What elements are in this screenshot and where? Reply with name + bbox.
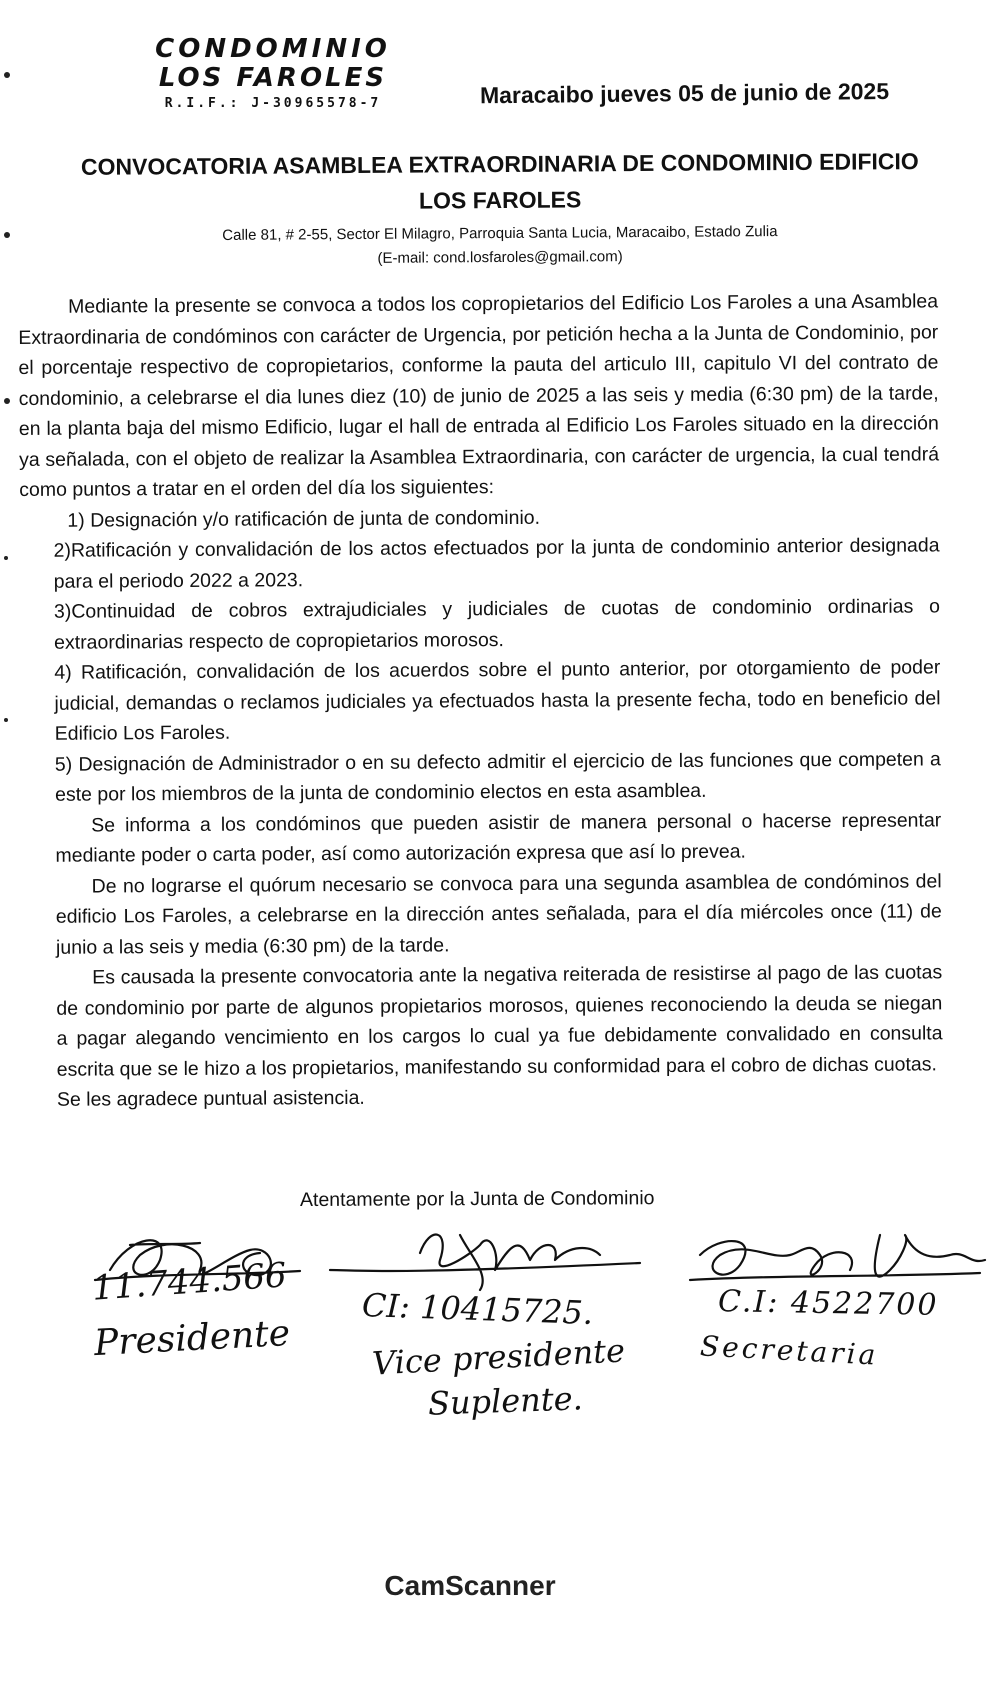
- scanner-watermark: CamScanner: [384, 1570, 556, 1601]
- margin-dot: [4, 556, 8, 560]
- agenda-item-3: 3)Continuidad de cobros extrajudiciales y judiciales de cuotas de condominio ordinarias o extraordinarias respecto de copropietarios morosos.: [53, 595, 941, 654]
- margin-dot: [4, 72, 10, 78]
- secretary-role: Secretaria: [699, 1329, 880, 1372]
- stamp-name-line1: CONDOMINIO: [155, 34, 391, 64]
- title-line2: LOS FAROLES: [418, 186, 582, 214]
- email-address: (E-mail: cond.losfaroles@gmail.com): [377, 248, 623, 267]
- president-id: 11.744.566: [90, 1255, 288, 1309]
- letter-body: [18, 286, 943, 1115]
- cause-paragraph: Es causada la presente convocatoria ante la negativa reiterada de resistirse al pago de las cuotas de condominio por parte de algunos propietarios morosos, quienes reconociendo la deuda se niegan a pagar alegando vencimiento en los cargos lo cual ya fue debidamente convalidado en consulta escrita que se le hizo a los propietarios, manifestando su conformidad para el cobro de dichas cuotas.: [56, 961, 943, 1081]
- signature-header: Atentamente por la Junta de Condominio: [299, 1187, 655, 1212]
- stamp-name-line2: LOS FAROLES: [158, 63, 388, 93]
- president-role: Presidente: [93, 1312, 291, 1365]
- street-address: Calle 81, # 2-55, Sector El Milagro, Parroquia Santa Lucia, Maracaibo, Estado Zulia: [222, 223, 778, 244]
- representation-paragraph: Se informa a los condóminos que pueden asistir de manera personal o hacerse representar mediante poder o carta poder, así como autorización expresa que así lo prevea.: [55, 808, 942, 867]
- intro-paragraph: Mediante la presente se convoca a todos los copropietarios del Edificio Los Faroles a una Asamblea Extraordinaria de condóminos con carácter de Urgencia, por petición hecha a la Junta de Condominio, por el porcentaje respectivo de copropietarios, conforme la pauta del articulo III, capitulo VI del contrato de condominio, a celebrarse el dia lunes diez (10) de junio de 2025 a las seis y media (6:30 pm) de la tarde, en la planta baja del mismo Edificio, lugar el hall de entrada al Edificio Los Faroles situado en la dirección ya señalada, con el objeto de realizar la Asamblea Extraordinaria, con carácter de urgencia, la cual tendrá como puntos a tratar en el orden del día los siguientes:: [18, 290, 940, 501]
- agenda-item-1: 1) Designación y/o ratificación de junta de condominio.: [67, 506, 541, 532]
- document-date: Maracaibo jueves 05 de junio de 2025: [479, 78, 890, 109]
- address-block: [120, 219, 880, 272]
- secretary-id: C.I: 4522700: [717, 1284, 939, 1323]
- agenda-item-5: 5) Designación de Administrador o en su defecto admitir el ejercicio de las funciones que competen a este por los miembros de la junta de condominio electos en esta asamblea.: [54, 747, 941, 806]
- agenda-item-4: 4) Ratificación, convalidación de los acuerdos sobre el punto anterior, por otorgamiento de poder judicial, demandas o reclamos judiciales ya efectuados hasta la presente fecha, todo en beneficio del Edificio Los Faroles.: [54, 656, 941, 745]
- vicepresident-signature: [330, 1235, 640, 1290]
- margin-dot: [4, 232, 10, 238]
- vicepresident-id: CI: 10415725.: [361, 1285, 594, 1333]
- stamp-rif: R.I.F.: J-30965578-7: [164, 96, 382, 111]
- agenda-item-2: 2)Ratificación y convalidación de los actos efectuados por la junta de condominio anterior designada para el periodo 2022 a 2023.: [53, 534, 940, 593]
- secretary-signature: [690, 1235, 985, 1280]
- quorum-paragraph: De no lograrse el quórum necesario se convoca para una segunda asamblea de condóminos del edificio Los Faroles, a celebrarse en la dirección antes señalada, para el día miércoles once (11) de junio a las seis y media (6:30 pm) de la tarde.: [55, 869, 942, 959]
- margin-dot: [4, 718, 8, 722]
- vicepresident-role: Vice presidente: [371, 1331, 626, 1383]
- document-title: [20, 143, 980, 222]
- margin-dot: [4, 398, 10, 404]
- title-line1: CONVOCATORIA ASAMBLEA EXTRAORDINARIA DE CONDOMINIO EDIFICIO: [80, 148, 919, 180]
- vicepresident-role-line2: Suplente.: [427, 1379, 584, 1423]
- closing-line: Se les agradece puntual asistencia.: [56, 1086, 365, 1111]
- condominium-stamp: [148, 34, 398, 111]
